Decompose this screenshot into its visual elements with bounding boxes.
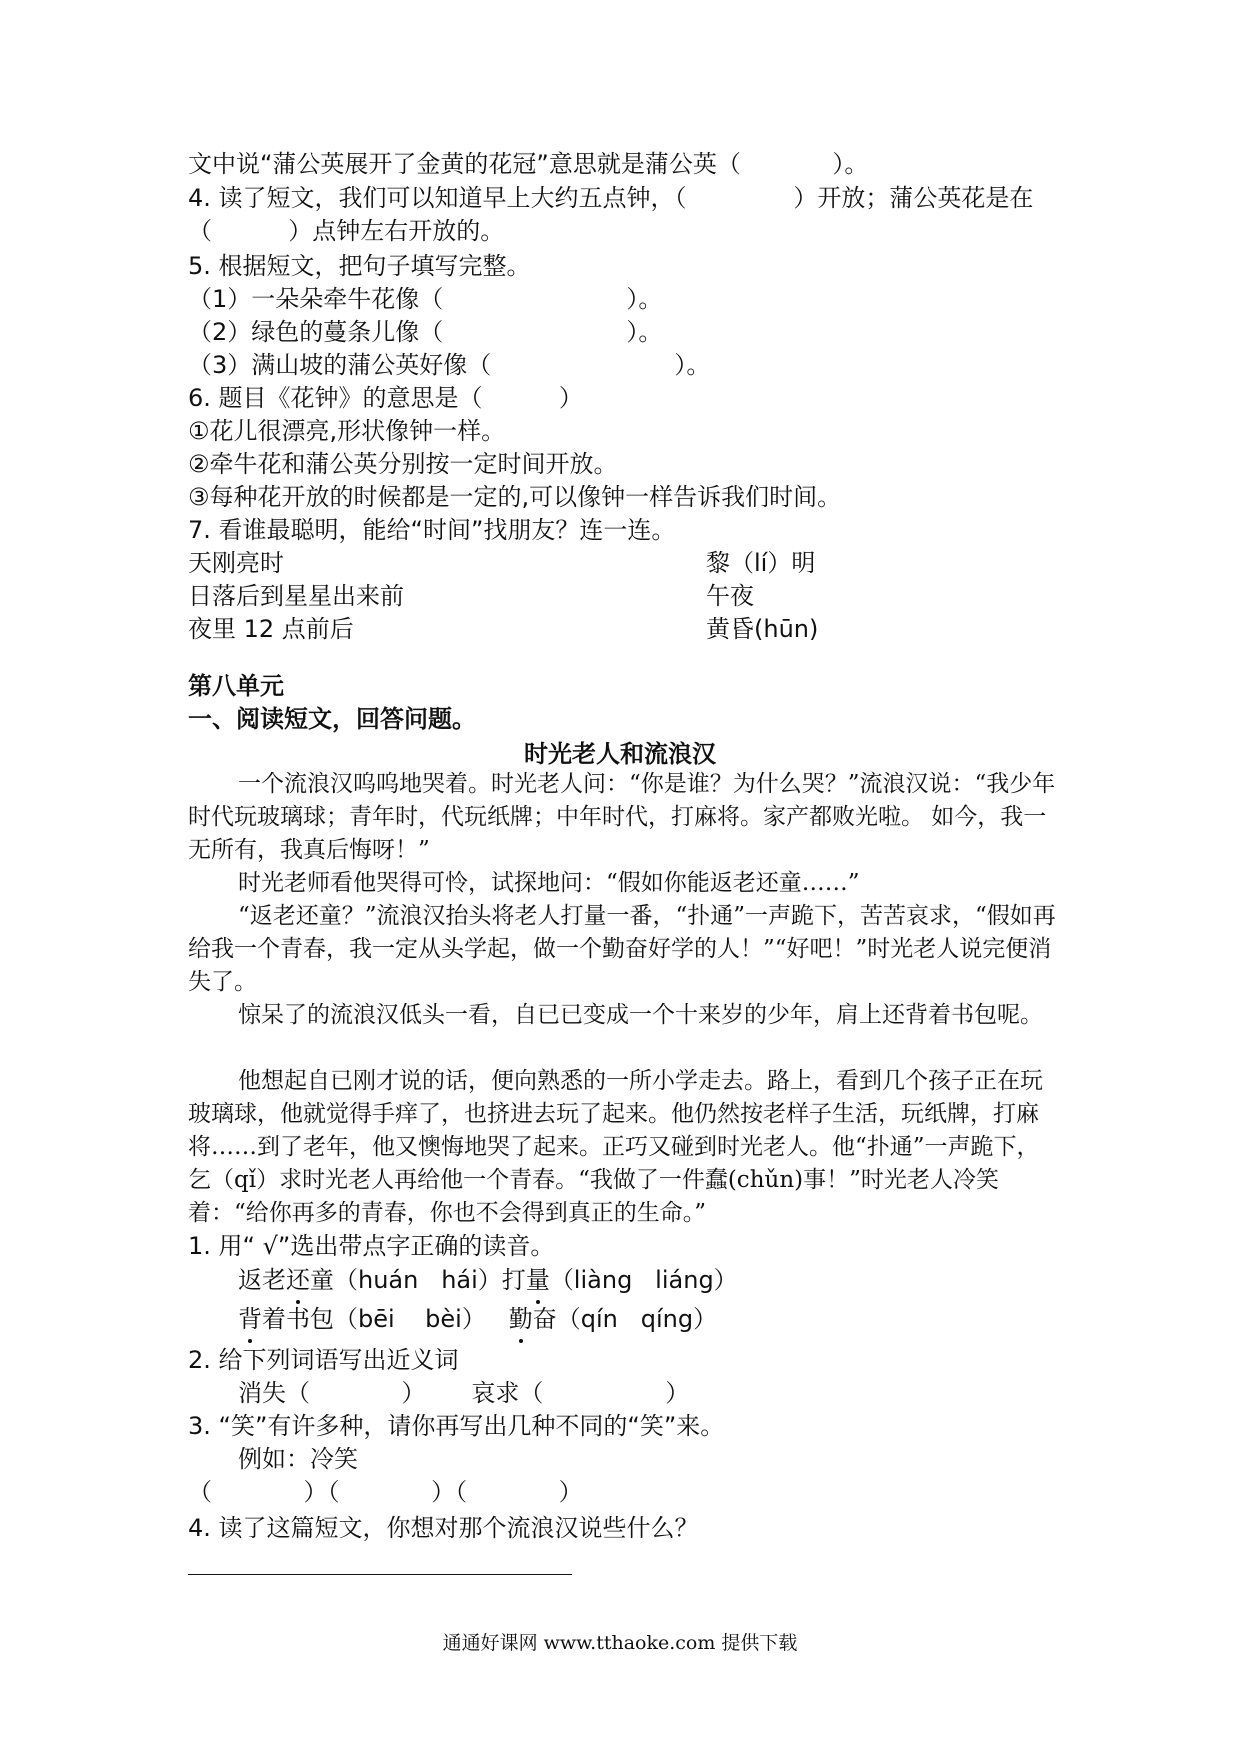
- q6-option-2: ②牵牛花和蒲公英分别按一定时间开放。: [188, 450, 618, 478]
- q6-option-1: ①花儿很漂亮,形状像钟一样。: [188, 417, 506, 445]
- word-part: 童（huán hái）打: [310, 1266, 526, 1294]
- q2-line: 消失（ ） 哀求（ ）: [238, 1379, 690, 1407]
- unit-title: 第八单元: [188, 672, 284, 700]
- q6-title: 6. 题目《花钟》的意思是（ ）: [188, 384, 583, 412]
- word-part: 返老: [238, 1266, 286, 1294]
- q1-line-1: [238, 1264, 738, 1296]
- q4-title: 4. 读了这篇短文，你想对那个流浪汉说些什么？: [188, 1514, 699, 1542]
- q5-item-2: （2）绿色的蔓条儿像（ ）。: [188, 318, 663, 346]
- q4-line2: （ ）点钟左右开放的。: [188, 217, 505, 245]
- q6-option-3: ③每种花开放的时候都是一定的,可以像钟一样告诉我们时间。: [188, 483, 842, 511]
- story-paragraph: 惊呆了的流浪汉低头一看，自已已变成一个十来岁的少年，肩上还背着书包呢。: [238, 1002, 1043, 1028]
- q5-title: 5. 根据短文，把句子填写完整。: [188, 252, 531, 280]
- q3-tail-text: 文中说“蒲公英展开了金黄的花冠”意思就是蒲公英（ ）。: [188, 150, 869, 178]
- q3-example: 例如：冷笑: [238, 1445, 358, 1473]
- q3-blanks: （ ）（ ）（ ）: [188, 1478, 583, 1506]
- q7-right-item: 黎（lí）明: [706, 549, 816, 577]
- q7-title: 7. 看谁最聪明，能给“时间”找朋友？连一连。: [188, 516, 676, 544]
- answer-line: [188, 1574, 572, 1575]
- dotted-char: 还: [286, 1266, 310, 1294]
- q7-left-item: 日落后到星星出来前: [188, 582, 404, 610]
- q1-line-2: [238, 1303, 717, 1335]
- q7-left-item: 天刚亮时: [188, 549, 284, 577]
- q3-title: 3. “笑”有许多种，请你再写出几种不同的“笑”来。: [188, 1412, 725, 1440]
- q7-right-item: 午夜: [706, 582, 754, 610]
- section-heading: 一、阅读短文，回答问题。: [188, 705, 476, 733]
- q2-title: 2. 给下列词语写出近义词: [188, 1346, 459, 1374]
- q5-item-1: （1）一朵朵牵牛花像（ ）。: [188, 285, 663, 313]
- word-part: （liàng liáng）: [549, 1266, 738, 1294]
- story-title: 时光老人和流浪汉: [524, 739, 716, 768]
- q7-left-item: 夜里 12 点前后: [188, 615, 354, 643]
- word-part: 着书包（bēi bèi）: [262, 1305, 509, 1333]
- word-part: 奋（qín qíng）: [532, 1305, 718, 1333]
- footer-source: 通通好课网 www.tthaoke.com 提供下载: [442, 1632, 798, 1654]
- dotted-char: 背: [238, 1305, 262, 1333]
- story-paragraph: 一个流浪汉呜呜地哭着。时光老人问：“你是谁？为什么哭？”流浪汉说：“我少年时代玩玻璃球；青年时，代玩纸牌；中年时代，打麻将。家产都败光啦。 如今，我一无所有，我真后悔呀！”: [188, 771, 1056, 863]
- q5-item-3: （3）满山坡的蒲公英好像（ ）。: [188, 351, 711, 379]
- q1-title: 1. 用“ √”选出带点字正确的读音。: [188, 1232, 555, 1260]
- dotted-char: 勤: [508, 1305, 533, 1333]
- q4-line1: 4. 读了短文，我们可以知道早上大约五点钟，（ ）开放；蒲公英花是在: [188, 184, 1034, 212]
- q7-right-item: 黄昏(hūn): [706, 615, 819, 643]
- story-paragraph: “返老还童？”流浪汉抬头将老人打量一番，“扑通”一声跪下，苦苦哀求，“假如再给我一个青春，我一定从头学起，做一个勤奋好学的人！”“好吧！”时光老人说完便消失了。: [188, 903, 1056, 995]
- dotted-char: 量: [525, 1266, 550, 1294]
- story-paragraph: 时光老师看他哭得可怜，试探地问：“假如你能返老还童……”: [238, 870, 860, 896]
- story-paragraph: 他想起自已刚才说的话，便向熟悉的一所小学走去。路上，看到几个孩子正在玩玻璃球，他就觉得手痒了，也挤进去玩了起来。他仍然按老样子生活，玩纸牌，打麻将……到了老年，他又懊悔地哭了起来。正巧又碰到时光老人。他“扑通”一声跪下，乞（qǐ）求时光老人再给他一个青春。“我做了一件蠢(chǔn)事！”时光老人冷笑着：“给你再多的青春，你也不会得到真正的生命。”: [188, 1068, 1043, 1226]
